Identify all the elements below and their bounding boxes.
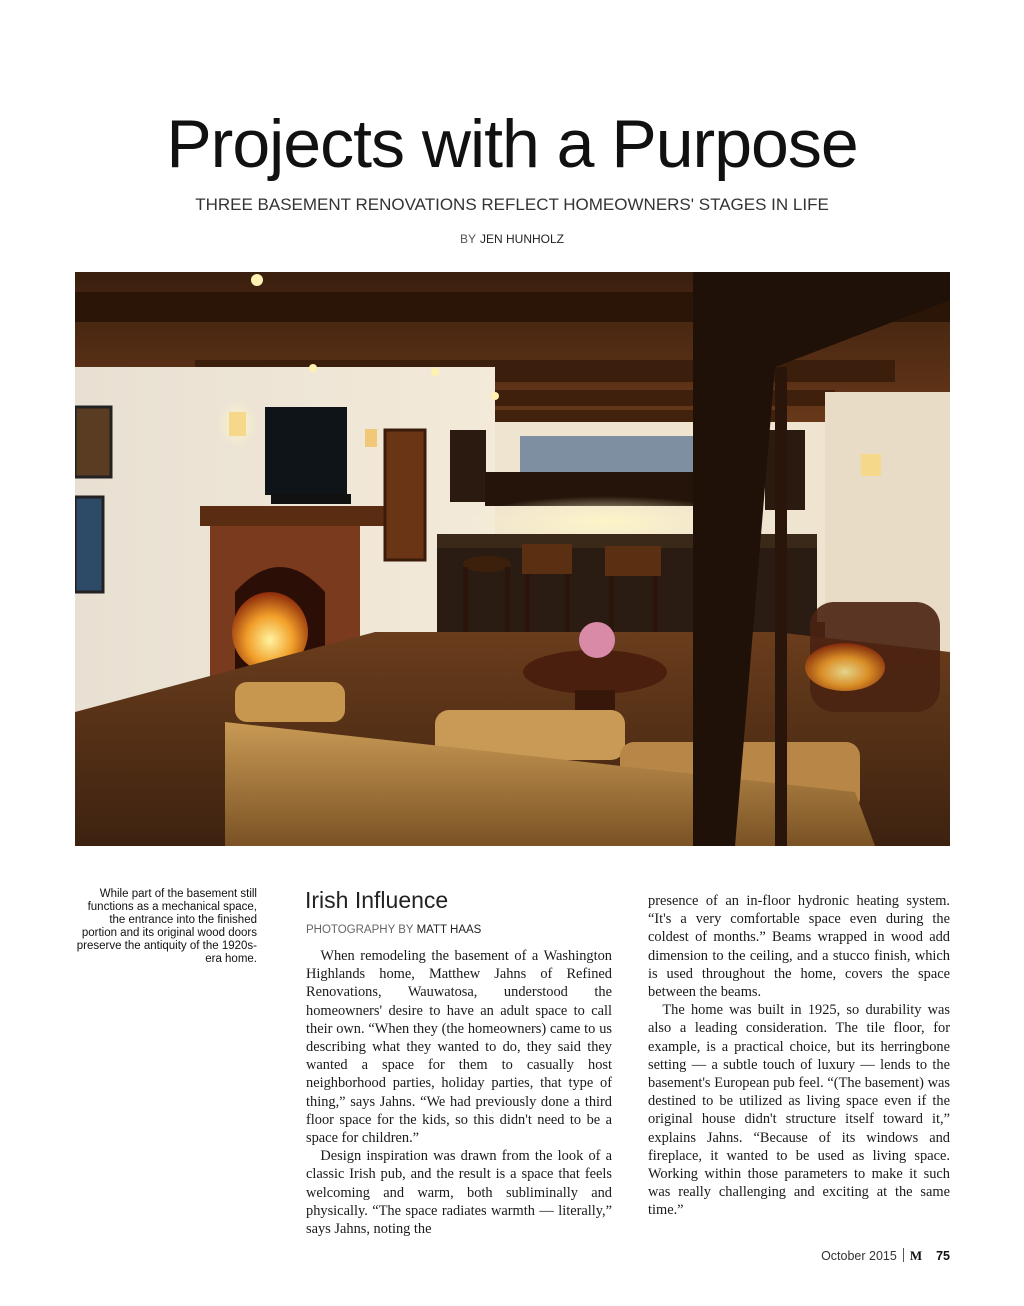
photo-caption: While part of the basement still functions as a mechanical space, the entrance into the finished portion and its original wood doors preserve the antiquity of the 1920s-era home. (76, 888, 257, 965)
body-paragraph: Design inspiration was drawn from the look of a classic Irish pub, and the result is a space that feels welcoming and warm, both subliminally and physically. “The space radiates warmth — literally,” says Jahns, noting the (306, 1148, 612, 1238)
photo-credit (306, 923, 481, 938)
issue-date: October 2015 (821, 1249, 897, 1263)
page-footer (821, 1248, 950, 1264)
body-paragraph: presence of an in-floor hydronic heating system. “It's a very comfortable space even during the coldest of months.” Beams wrapped in wood add dimension to the ceiling, and a stucco finish, which is used throughout the home, covers the space between the beams. (648, 893, 950, 1001)
body-column-2 (648, 892, 950, 1220)
magazine-logo: M (909, 1248, 923, 1263)
section-heading: Irish Influence (305, 887, 449, 913)
photographer-name: MATT HAAS (416, 924, 482, 936)
article-subtitle: THREE BASEMENT RENOVATIONS REFLECT HOMEOWNERS' STAGES IN LIFE (195, 195, 829, 214)
body-column-1 (306, 947, 612, 1238)
footer-divider (903, 1248, 904, 1262)
byline (0, 231, 1024, 247)
basement-pub-photo (75, 272, 950, 846)
page-number: 75 (936, 1249, 950, 1263)
photo-credit-label: PHOTOGRAPHY BY (306, 924, 414, 936)
author-name: JEN HUNHOLZ (480, 232, 565, 246)
byline-label: BY (459, 232, 476, 246)
article-title: Projects with a Purpose (166, 106, 858, 182)
body-paragraph: When remodeling the basement of a Washington Highlands home, Matthew Jahns of Refined Renovations, Wauwatosa, understood the homeowners' desire to have an adult space to call their own. “When they (the homeowners) came to us describing what they wanted to do, they said they wanted a space for them to casually host neighborhood parties, holiday parties, that type of thing,” says Jahns. “We had previously done a third floor space for the kids, so this didn't need to be a space for children.” (306, 948, 612, 1147)
body-paragraph: The home was built in 1925, so durability was also a leading consideration. The tile floor, for example, is a practical choice, but its herringbone setting — a subtle touch of luxury — lends to the basement's European pub feel. “(The basement) was destined to be utilized as living space even if the original house didn't structure itself toward it,” explains Jahns. “Because of its windows and fireplace, it wanted to be used as living space. Working within those parameters to make it such was really challenging and exciting at the same time.” (648, 1002, 950, 1219)
